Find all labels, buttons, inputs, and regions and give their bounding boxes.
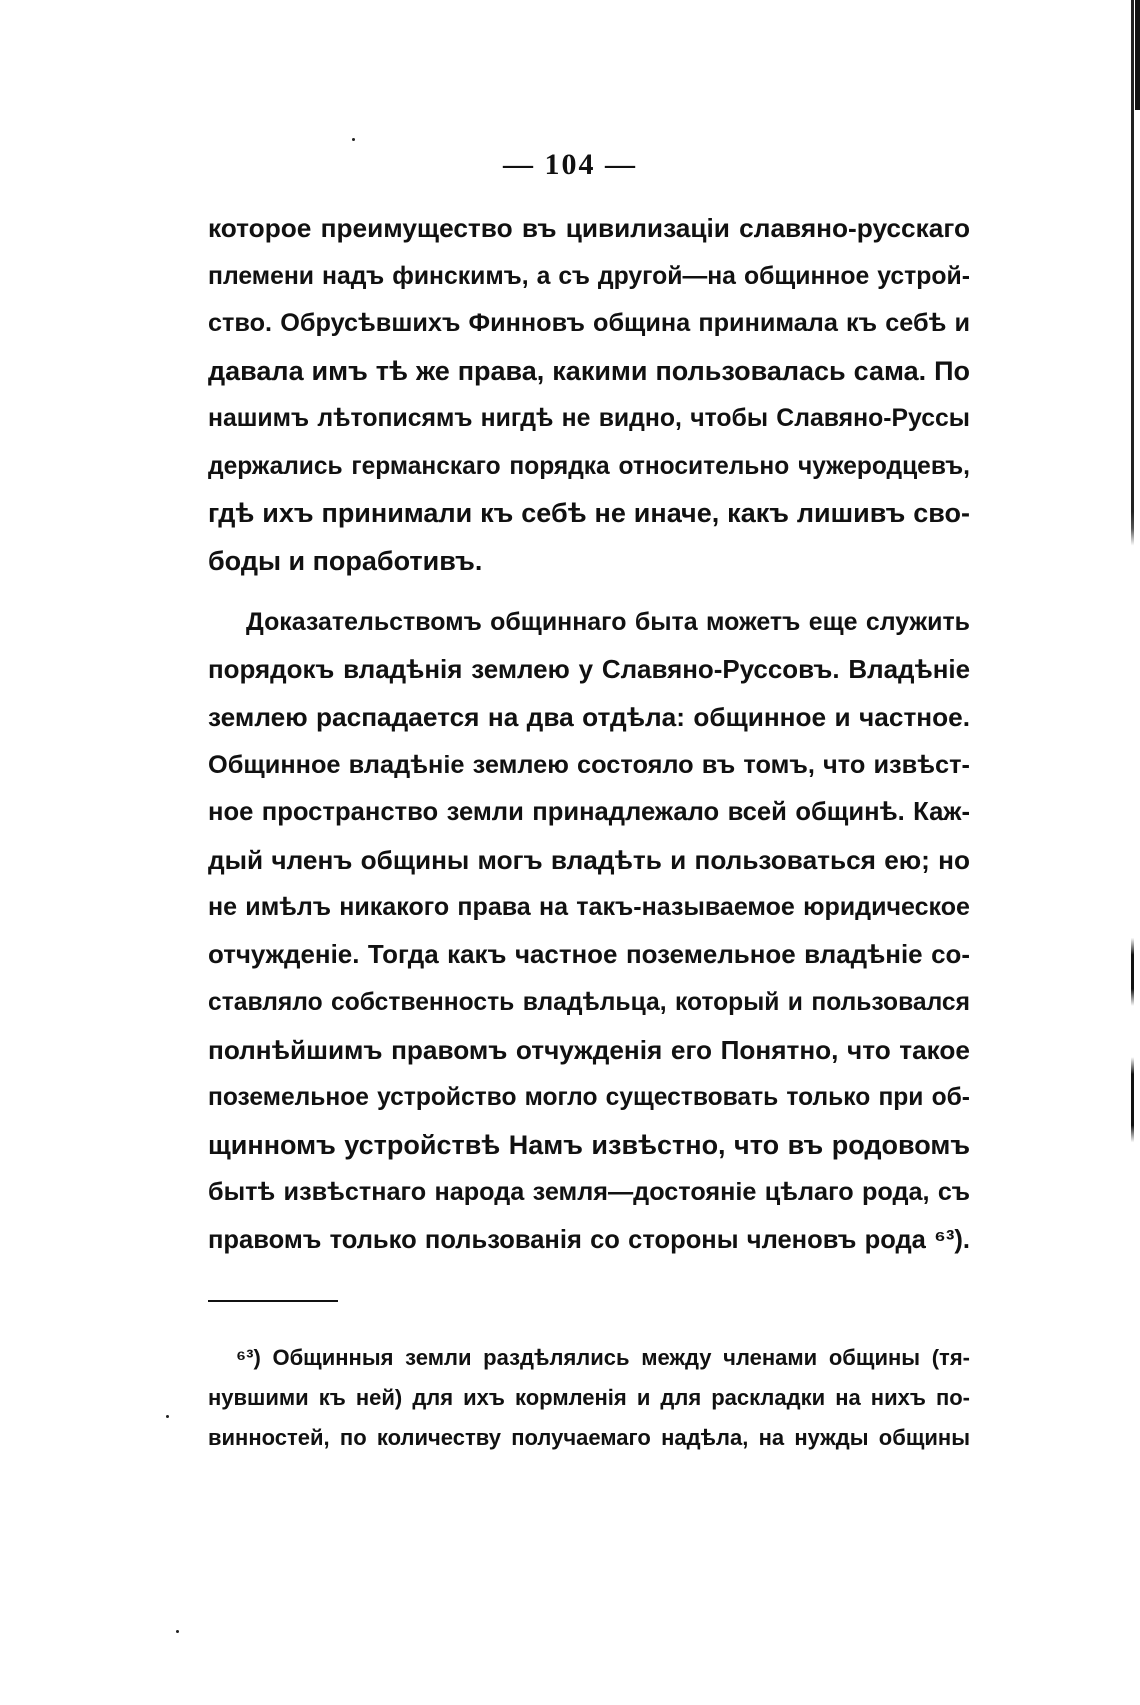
text-line: бытѣ извѣстнаго народа земля—достояніе цѣлаго рода, съ xyxy=(208,1178,970,1206)
text-line: правомъ только пользованія со стороны членовъ рода ⁶³). xyxy=(208,1225,970,1254)
text-line: племени надъ финскимъ, а съ другой—на общинное устрой- xyxy=(208,262,970,290)
footnote-line: нувшими къ ней) для ихъ кормленія и для раскладки на нихъ по- xyxy=(208,1385,970,1410)
text-line: полнѣйшимъ правомъ отчужденія его Понятно, что такое xyxy=(208,1034,970,1065)
text-line: землею распадается на два отдѣла: общинное и частное. xyxy=(208,702,970,732)
text-line: отчужденіе. Тогда какъ частное поземельное владѣніе со- xyxy=(208,940,970,969)
scan-speck xyxy=(166,1415,169,1418)
text-line: щинномъ устройствѣ Намъ извѣстно, что въ родовомъ xyxy=(208,1129,970,1160)
text-line: нашимъ лѣтописямъ нигдѣ не видно, чтобы Славяно-Руссы xyxy=(208,405,970,432)
text-line: дый членъ общины могъ владѣть и пользоваться ею; но xyxy=(208,844,970,875)
footnote-line: винностей, по количеству получаемаго надѣла, на нужды общины xyxy=(208,1425,970,1450)
text-line: ство. Обрусѣвшихъ Финновъ община принимала къ себѣ и xyxy=(208,309,970,337)
page-number: — 104 — xyxy=(503,148,637,181)
text-line: Общинное владѣніе землею состояло въ томъ, что извѣст- xyxy=(208,750,970,779)
text-line: ставляло собственность владѣльца, который и пользовался xyxy=(208,989,970,1016)
text-line: ное пространство земли принадлежало всей общинѣ. Каж- xyxy=(208,798,970,826)
text-line: боды и поработивъ. xyxy=(208,545,483,576)
paragraph-gap xyxy=(208,585,970,599)
text-line: гдѣ ихъ принимали къ себѣ не иначе, какъ лишивъ сво- xyxy=(208,498,970,528)
footnote xyxy=(208,1338,970,1458)
footnote-line: ⁶³) Общинныя земли раздѣлялись между членами общины (тя- xyxy=(236,1345,970,1370)
text-line: поземельное устройство могло существовать только при об- xyxy=(208,1084,970,1111)
text-line: не имѣлъ никакого права на такъ-называемое юридическое xyxy=(208,893,970,921)
body-text xyxy=(208,205,970,1264)
footnote-rule xyxy=(208,1300,338,1302)
scan-edge-mark-top xyxy=(1135,0,1140,110)
text-line: порядокъ владѣнія землею у Славяно-Руссовъ. Владѣніе xyxy=(208,655,970,684)
scan-edge-mark xyxy=(1131,0,1134,1705)
text-line: держались германскаго порядка относительно чужеродцевъ, xyxy=(208,452,970,480)
text-line: давала имъ тѣ же права, какими пользовалась сама. По xyxy=(208,355,970,386)
scan-speck xyxy=(352,138,355,141)
text-line: которое преимущество въ цивилизаціи славяно-русскаго xyxy=(208,213,970,243)
scan-speck xyxy=(176,1630,179,1633)
text-line: Доказательствомъ общиннаго быта можетъ еще служить xyxy=(246,608,970,636)
